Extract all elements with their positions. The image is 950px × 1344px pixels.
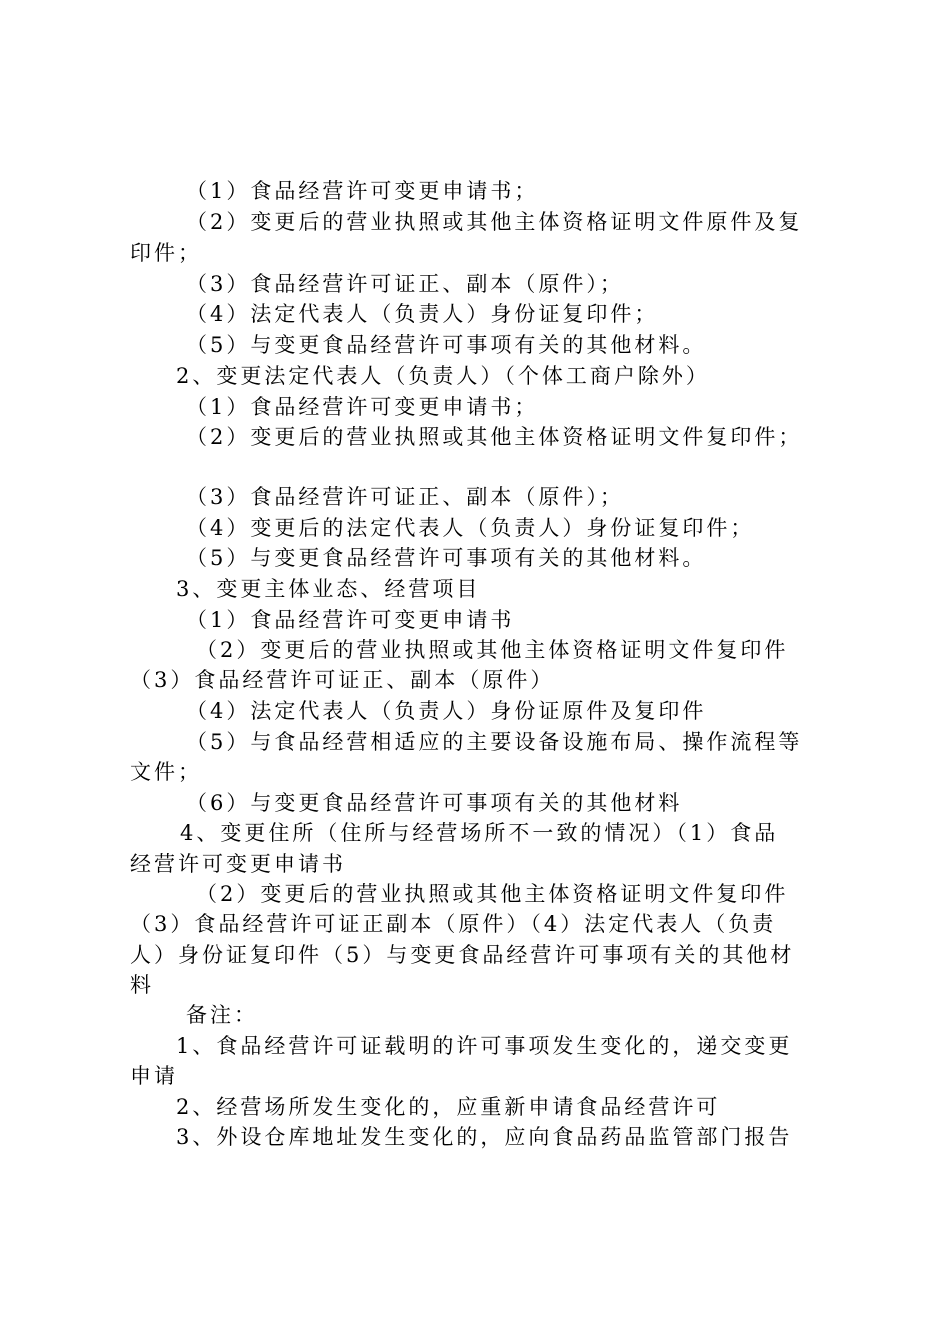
text-line: （2）变更后的营业执照或其他主体资格证明文件复印件；: [186, 425, 803, 449]
text-line: 文件；: [130, 760, 202, 784]
text-line: （6）与变更食品经营许可事项有关的其他材料: [186, 791, 683, 815]
text-line: 经营许可变更申请书: [130, 852, 346, 876]
text-line: （4）变更后的法定代表人（负责人）身份证复印件；: [186, 516, 755, 540]
text-line: （5）与食品经营相适应的主要设备设施布局、操作流程等: [186, 730, 803, 754]
text-line: （2）变更后的营业执照或其他主体资格证明文件复印件: [196, 882, 789, 906]
text-line: 印件；: [130, 241, 202, 265]
text-line: （3）食品经营许可证正、副本（原件）；: [186, 485, 624, 509]
text-line: 2、经营场所发生变化的，应重新申请食品经营许可: [176, 1095, 721, 1119]
text-line: （4）法定代表人（负责人）身份证复印件；: [186, 302, 659, 326]
text-line: （1）食品经营许可变更申请书: [186, 608, 515, 632]
text-line: 申请: [130, 1064, 178, 1088]
text-line: （1）食品经营许可变更申请书；: [186, 179, 539, 203]
text-line: 3、外设仓库地址发生变化的，应向食品药品监管部门报告: [176, 1125, 793, 1149]
text-line: （5）与变更食品经营许可事项有关的其他材料。: [186, 546, 707, 570]
text-line: 1、食品经营许可证载明的许可事项发生变化的，递交变更: [176, 1034, 793, 1058]
text-line: （2）变更后的营业执照或其他主体资格证明文件原件及复: [186, 210, 803, 234]
text-line: （3）食品经营许可证正、副本（原件）；: [186, 272, 624, 296]
text-line: （4）法定代表人（负责人）身份证原件及复印件: [186, 699, 707, 723]
text-line: （2）变更后的营业执照或其他主体资格证明文件复印件: [196, 638, 789, 662]
text-line: 3、变更主体业态、经营项目: [176, 577, 481, 601]
text-line: 2、变更法定代表人（负责人）（个体工商户除外）: [176, 364, 710, 388]
text-line: 4、变更住所（住所与经营场所不一致的情况）（1）食品: [180, 821, 779, 845]
text-line: （3）食品经营许可证正、副本（原件）: [130, 668, 555, 692]
text-line: 备注：: [186, 1003, 258, 1027]
text-line: （1）食品经营许可变更申请书；: [186, 395, 539, 419]
text-line: 人）身份证复印件（5）与变更食品经营许可事项有关的其他材: [130, 943, 795, 967]
text-line: （3）食品经营许可证正副本（原件）（4）法定代表人（负责: [130, 912, 777, 936]
text-line: （5）与变更食品经营许可事项有关的其他材料。: [186, 333, 707, 357]
text-line: 料: [130, 973, 154, 997]
